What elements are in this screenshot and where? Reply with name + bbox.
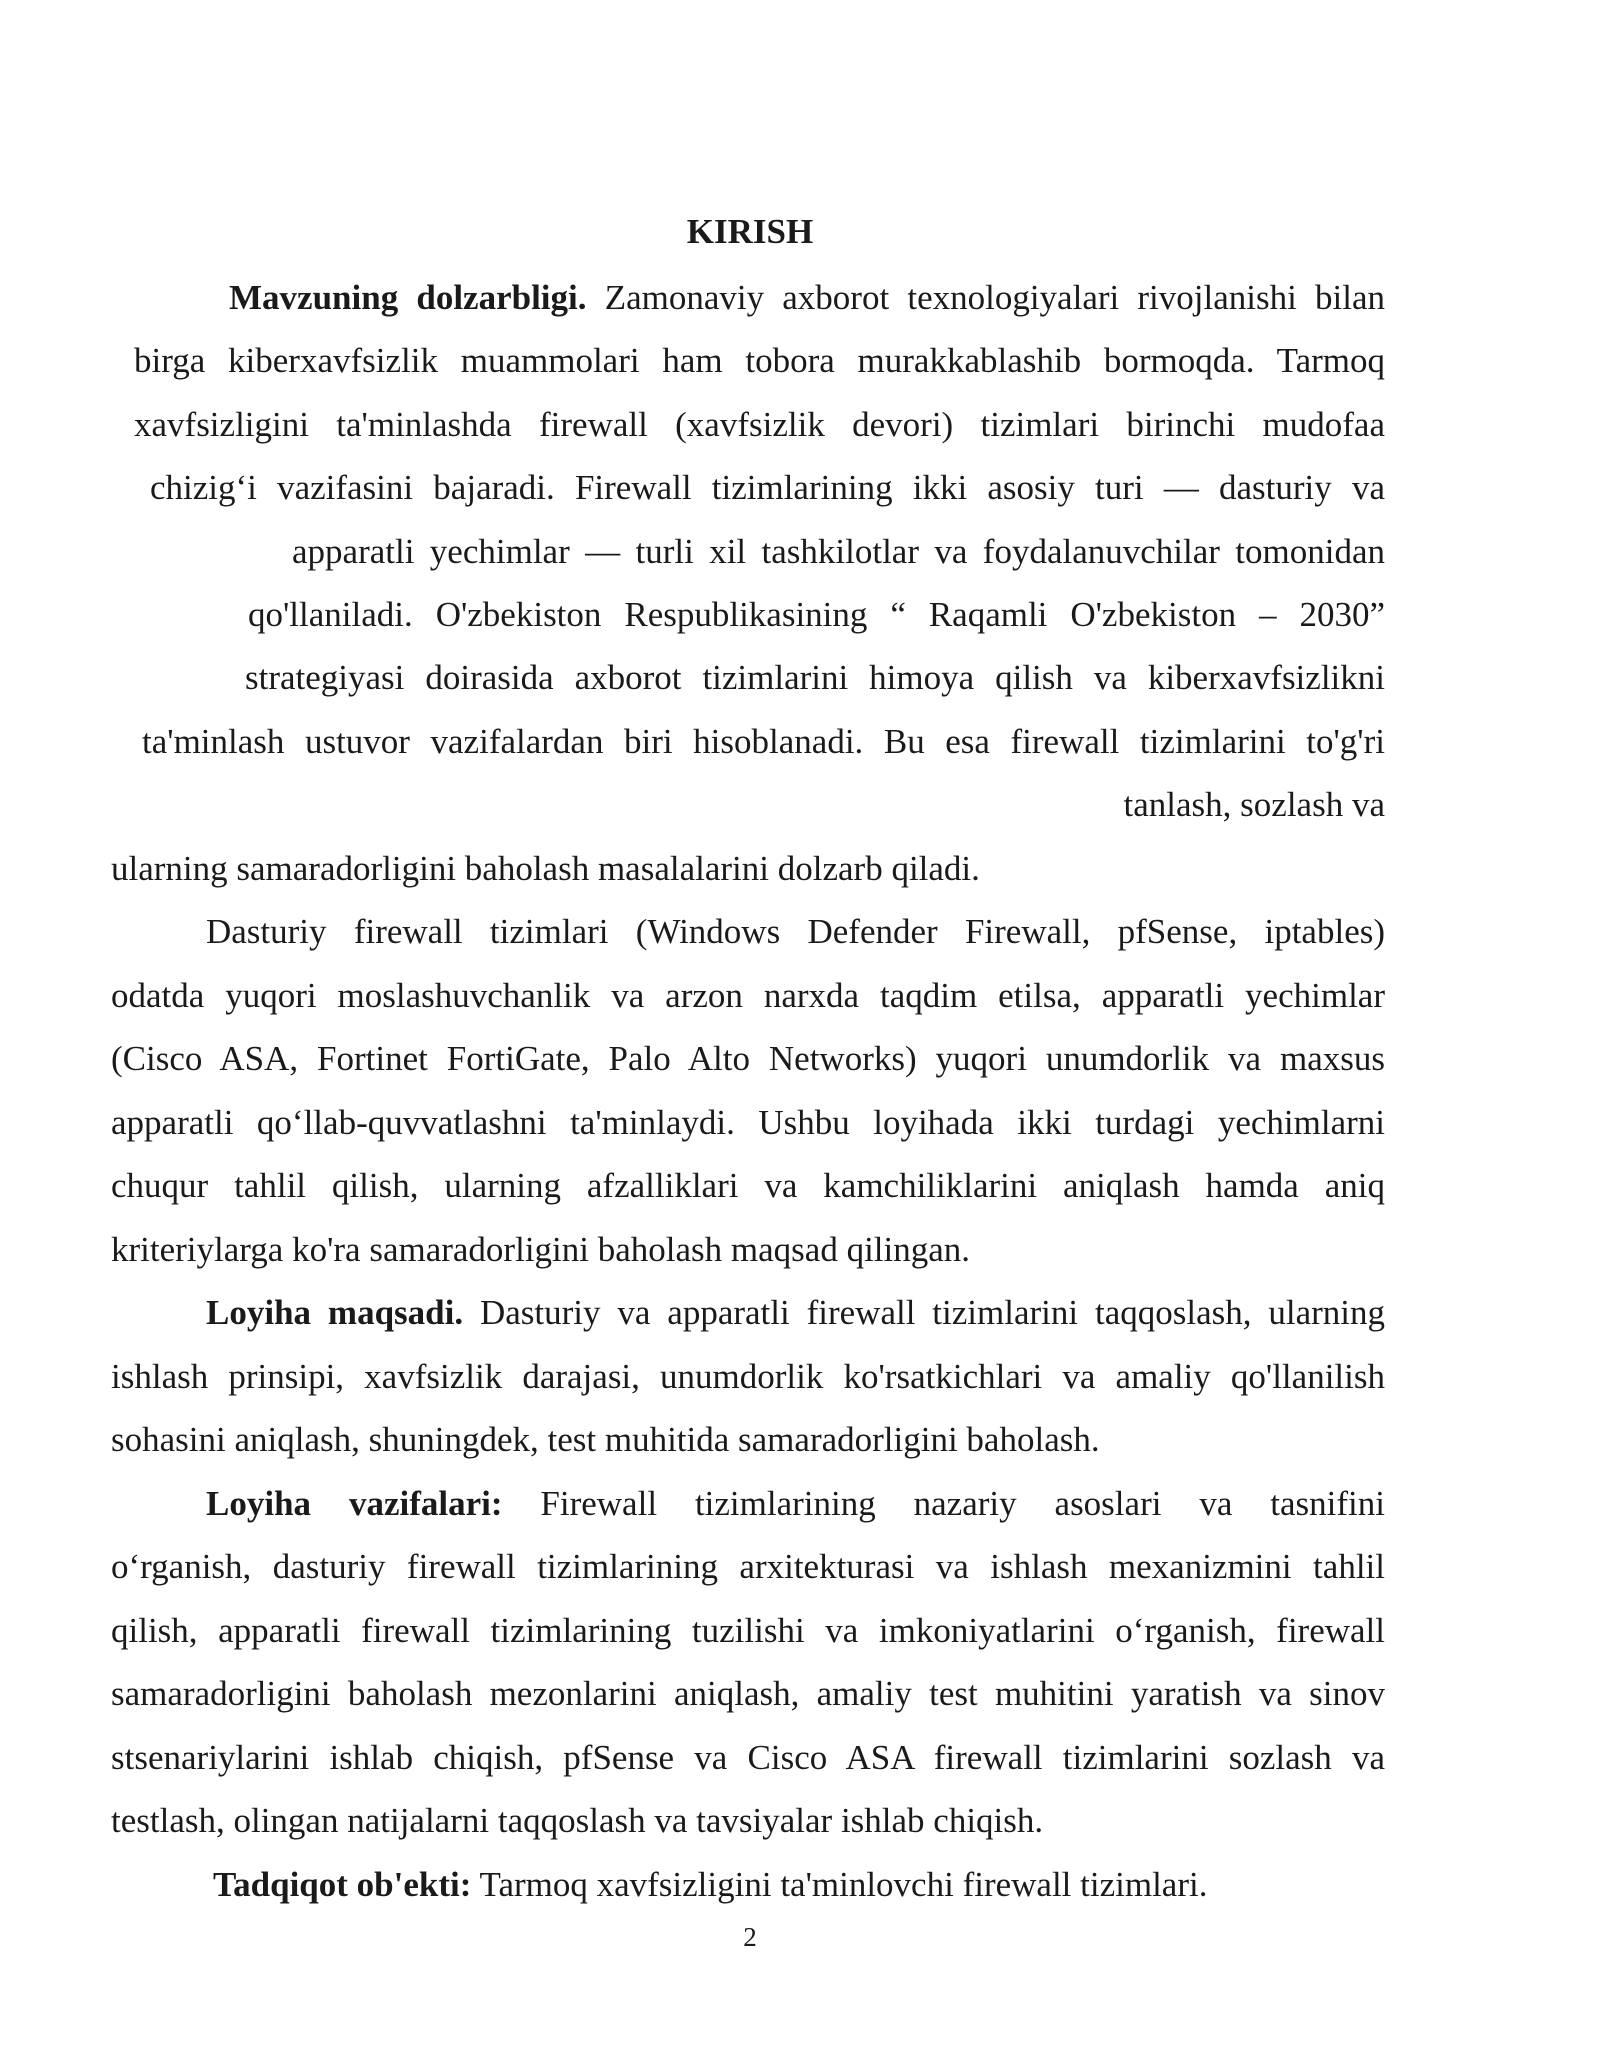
relevance-line-7: strategiyasi doirasida axborot tizimlarini himoya qilish va kiberxavfsizlikni [245,658,1385,697]
page-title: KIRISH [686,212,814,251]
page-number: 2 [743,1922,757,1952]
tasks-line-4: samaradorligini baholash mezonlarini aniqlash, amaliy test muhitini yaratish va sinov [111,1674,1385,1713]
relevance-line-6: qo'llaniladi. O'zbekiston Respublikasining “ Raqamli O'zbekiston – 2030” [248,595,1385,634]
relevance-line-8: ta'minlash ustuvor vazifalardan biri hisoblanadi. Bu esa firewall tizimlarini to'g'ri [142,722,1385,761]
tasks-line-2: o‘rganish, dasturiy firewall tizimlarining arxitekturasi va ishlash mexanizmini tahlil [111,1547,1385,1586]
goal-line-1 [206,1291,1385,1335]
goal-line-3: sohasini aniqlash, shuningdek, test muhitida samaradorligini baholash. [111,1420,1100,1459]
object-line [213,1863,1207,1907]
goal-line-2: ishlash prinsipi, xavfsizlik darajasi, unumdorlik ko'rsatkichlari va amaliy qo'llanilish [111,1357,1385,1396]
tasks-line-6: testlash, olingan natijalarni taqqoslash va tavsiyalar ishlab chiqish. [111,1801,1044,1840]
relevance-heading: Mavzuning dolzarbligi. [229,278,587,317]
tasks-heading: Loyiha vazifalari: [206,1484,503,1523]
goal-text: Dasturiy va apparatli firewall tizimlarini taqqoslash, ularning [463,1293,1385,1332]
tasks-line-3: qilish, apparatli firewall tizimlarining tuzilishi va imkoniyatlarini o‘rganish, firewall [111,1611,1385,1650]
comparison-line-2: odatda yuqori moslashuvchanlik va arzon narxda taqdim etilsa, apparatli yechimlar [111,976,1385,1015]
tasks-line-1 [206,1482,1385,1526]
object-heading: Tadqiqot ob'ekti: [213,1865,472,1904]
comparison-line-1: Dasturiy firewall tizimlari (Windows Defender Firewall, pfSense, iptables) [206,912,1385,951]
relevance-line-5: apparatli yechimlar — turli xil tashkilotlar va foydalanuvchilar tomonidan [292,532,1385,571]
tasks-line-5: stsenariylarini ishlab chiqish, pfSense va Cisco ASA firewall tizimlarini sozlash va [111,1738,1385,1777]
comparison-line-4: apparatli qo‘llab-quvvatlashni ta'minlaydi. Ushbu loyihada ikki turdagi yechimlarni [111,1103,1385,1142]
goal-heading: Loyiha maqsadi. [206,1293,464,1332]
relevance-line-1 [229,276,1385,320]
comparison-line-6: kriteriylarga ko'ra samaradorligini baholash maqsad qilingan. [111,1230,971,1269]
comparison-line-5: chuqur tahlil qilish, ularning afzalliklari va kamchiliklarini aniqlash hamda aniq [111,1166,1385,1205]
relevance-line-9: tanlash, sozlash va [1123,785,1385,824]
relevance-line-3: xavfsizligini ta'minlashda firewall (xavfsizlik devori) tizimlari birinchi mudofaa [134,405,1385,444]
relevance-text: Zamonaviy axborot texnologiyalari rivojlanishi bilan [586,278,1385,317]
comparison-line-3: (Cisco ASA, Fortinet FortiGate, Palo Alto Networks) yuqori unumdorlik va maxsus [111,1039,1385,1078]
tasks-text: Firewall tizimlarining nazariy asoslari va tasnifini [502,1484,1385,1523]
object-text: Tarmoq xavfsizligini ta'minlovchi firewall tizimlari. [471,1865,1208,1904]
relevance-line-2: birga kiberxavfsizlik muammolari ham tobora murakkablashib bormoqda. Tarmoq [134,341,1385,380]
relevance-line-10: ularning samaradorligini baholash masalalarini dolzarb qiladi. [111,849,980,888]
relevance-line-4: chizig‘i vazifasini bajaradi. Firewall tizimlarining ikki asosiy turi — dasturiy va [150,468,1385,507]
